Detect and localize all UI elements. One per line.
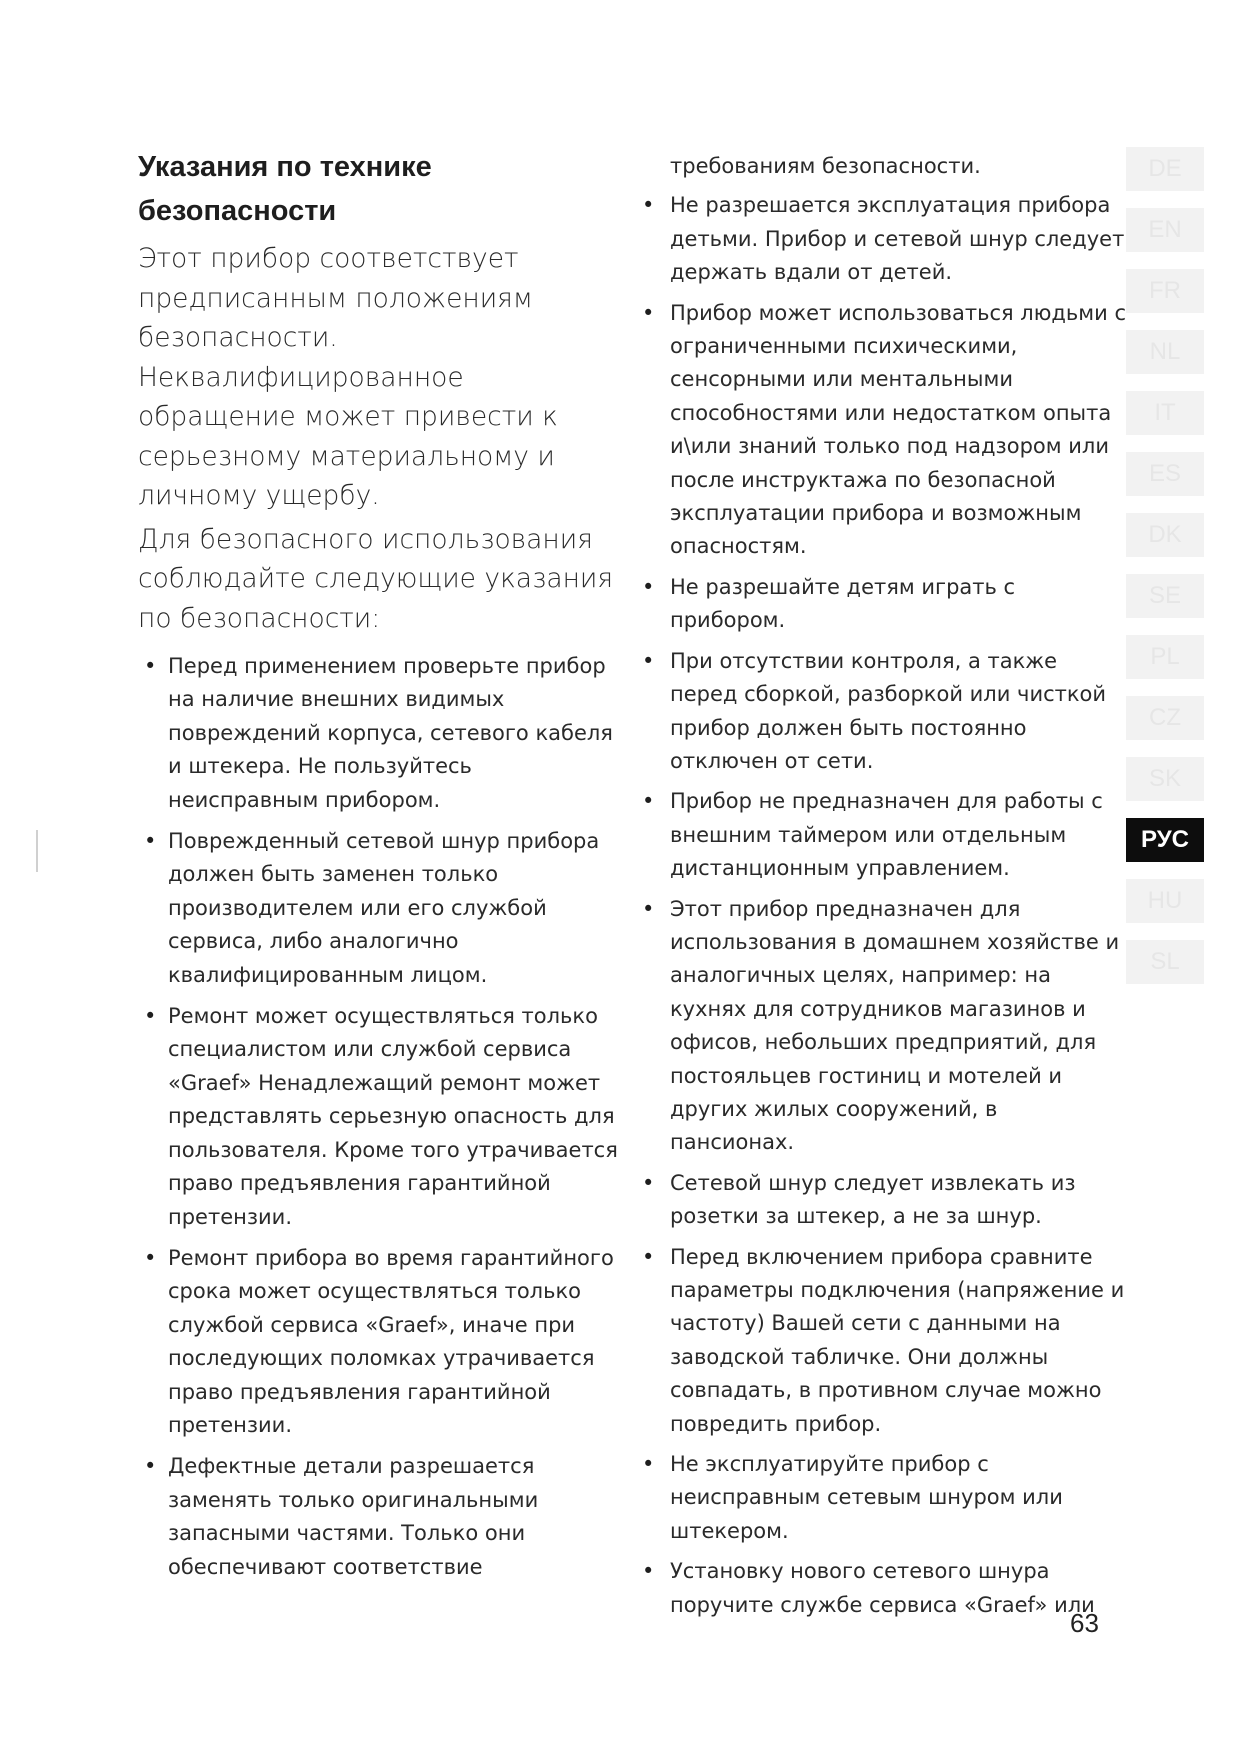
page-number: 63 [1070,1608,1099,1638]
page-edge-mark [36,830,38,872]
safety-item-text: Прибор не предназначен для работы с внешним таймером или отдельным дистанционным управлением. [670,789,1103,881]
language-tab-sk[interactable]: SK [1126,757,1204,801]
safety-item [138,650,628,817]
safety-item [642,893,1128,1160]
safety-item-text: Не разрешайте детям играть с прибором. [670,574,1016,633]
language-tab-it[interactable]: IT [1126,391,1204,435]
language-tab-en[interactable]: EN [1126,208,1204,252]
language-tab-es[interactable]: ES [1126,452,1204,496]
safety-item-text: Не эксплуатируйте прибор с неисправным сетевым шнуром или штекером. [670,1452,1063,1543]
safety-list-right [642,189,1128,1622]
safety-item [642,1555,1128,1622]
bullet-icon: • [144,1454,157,1479]
language-tab-cz[interactable]: CZ [1126,696,1204,740]
continued-text: требованиям безопасности. [670,154,981,178]
bullet-icon: • [642,1452,655,1477]
safety-item-text: Перед включением прибора сравните параметры подключения (напряжение и частоту) Вашей сети с данными на заводской табличке. Они должны совпадать, в противном случае можно повредить прибор. [670,1244,1125,1436]
bullet-icon: • [642,300,655,325]
safety-item-text: Прибор может использоваться людьми с ограниченными психическими, сенсорными или ментальными способностями или недостатком опыта и\или знаний только под надзором или после инструктажа по безопасной эксплуатации прибора и возможным опасностям. [670,300,1127,559]
language-tab-hu[interactable]: HU [1126,879,1204,923]
safety-item [642,645,1128,779]
safety-item [138,1242,628,1442]
bullet-icon: • [642,1244,655,1269]
safety-item-text: Установку нового сетевого шнура поручите службе сервиса «Graef» или [670,1559,1095,1617]
intro-paragraph: Этот прибор соответствует предписанным положениям безопасности. [138,243,533,353]
bullet-icon: • [642,896,655,921]
section-title: Указания по технике безопасности [138,151,432,227]
bullet-icon: • [642,574,655,599]
language-tab-sl[interactable]: SL [1126,940,1204,984]
safety-item-text: Ремонт прибора во время гарантийного срока может осуществляться только службой сервиса «Graef», иначе при последующих поломках утрачивается право предъявления гарантийной претензии. [168,1245,614,1437]
language-tab-de[interactable]: DE [1126,147,1204,191]
safety-item-text: Перед применением проверьте прибор на наличие внешних видимых повреждений корпуса, сетевого кабеля и штекера. Не пользуйтесь неисправным прибором. [168,654,613,812]
intro-text [138,239,628,638]
right-column [642,150,1128,1629]
bullet-icon: • [144,829,157,854]
left-column [138,145,628,1592]
bullet-icon: • [642,1170,655,1195]
safety-item-text: Не разрешается эксплуатация прибора детьми. Прибор и сетевой шнур следует держать вдали от детей. [670,193,1125,285]
bullet-icon: • [642,1559,655,1584]
safety-item [642,1167,1128,1234]
language-tab-fr[interactable]: FR [1126,269,1204,313]
bullet-icon: • [144,1245,157,1270]
language-tab-pl[interactable]: PL [1126,635,1204,679]
language-tab-dk[interactable]: DK [1126,513,1204,557]
safety-item [138,825,628,992]
bullet-icon: • [642,648,655,673]
safety-item [642,297,1128,564]
bullet-icon: • [642,789,655,814]
safety-item-text: При отсутствии контроля, а также перед сборкой, разборкой или чисткой прибор должен быть постоянно отключен от сети. [670,648,1107,773]
safety-item [642,1241,1128,1441]
safety-item [642,785,1128,885]
safety-list-left [138,650,628,1584]
bullet-icon: • [144,654,157,678]
safety-item-text: Сетевой шнур следует извлекать из розетки за штекер, а не за шнур. [670,1170,1076,1229]
language-tab-nl[interactable]: NL [1126,330,1204,374]
language-tab-rus-active[interactable]: РУС [1126,818,1204,862]
intro-paragraph: Неквалифицированное обращение может привести к серьезному материальному и личному ущербу. [138,361,558,511]
language-tabs [1126,147,1206,1001]
bullet-icon: • [144,1004,157,1029]
safety-item [138,1000,628,1234]
safety-item-text: Поврежденный сетевой шнур прибора должен быть заменен только производителем или его службой сервиса, либо аналогично квалифицированным лицом. [168,829,600,987]
safety-item-text: Дефектные детали разрешается заменять только оригинальными запасными частями. Только они обеспечивают соответствие [168,1454,539,1579]
bullet-icon: • [642,193,655,218]
language-tab-se[interactable]: SE [1126,574,1204,618]
safety-item [642,189,1128,289]
safety-item [642,1448,1128,1548]
safety-item [642,571,1128,638]
safety-item-text: Ремонт может осуществляться только специалистом или службой сервиса «Graef» Ненадлежащий ремонт может представлять серьезную опасность для пользователя. Кроме того утрачивается право предъявления гарантийной претензии. [168,1004,618,1229]
intro-paragraph: Для безопасного использования соблюдайте следующие указания по безопасности: [138,523,614,634]
safety-item-text: Этот прибор предназначен для использования в домашнем хозяйстве и аналогичных целях, например: на кухнях для сотрудников магазинов и офисов, небольших предприятий, для постояльцев гостиниц и мотелей и других жилых сооружений, в пансионах. [670,896,1120,1155]
safety-item [138,1450,628,1584]
